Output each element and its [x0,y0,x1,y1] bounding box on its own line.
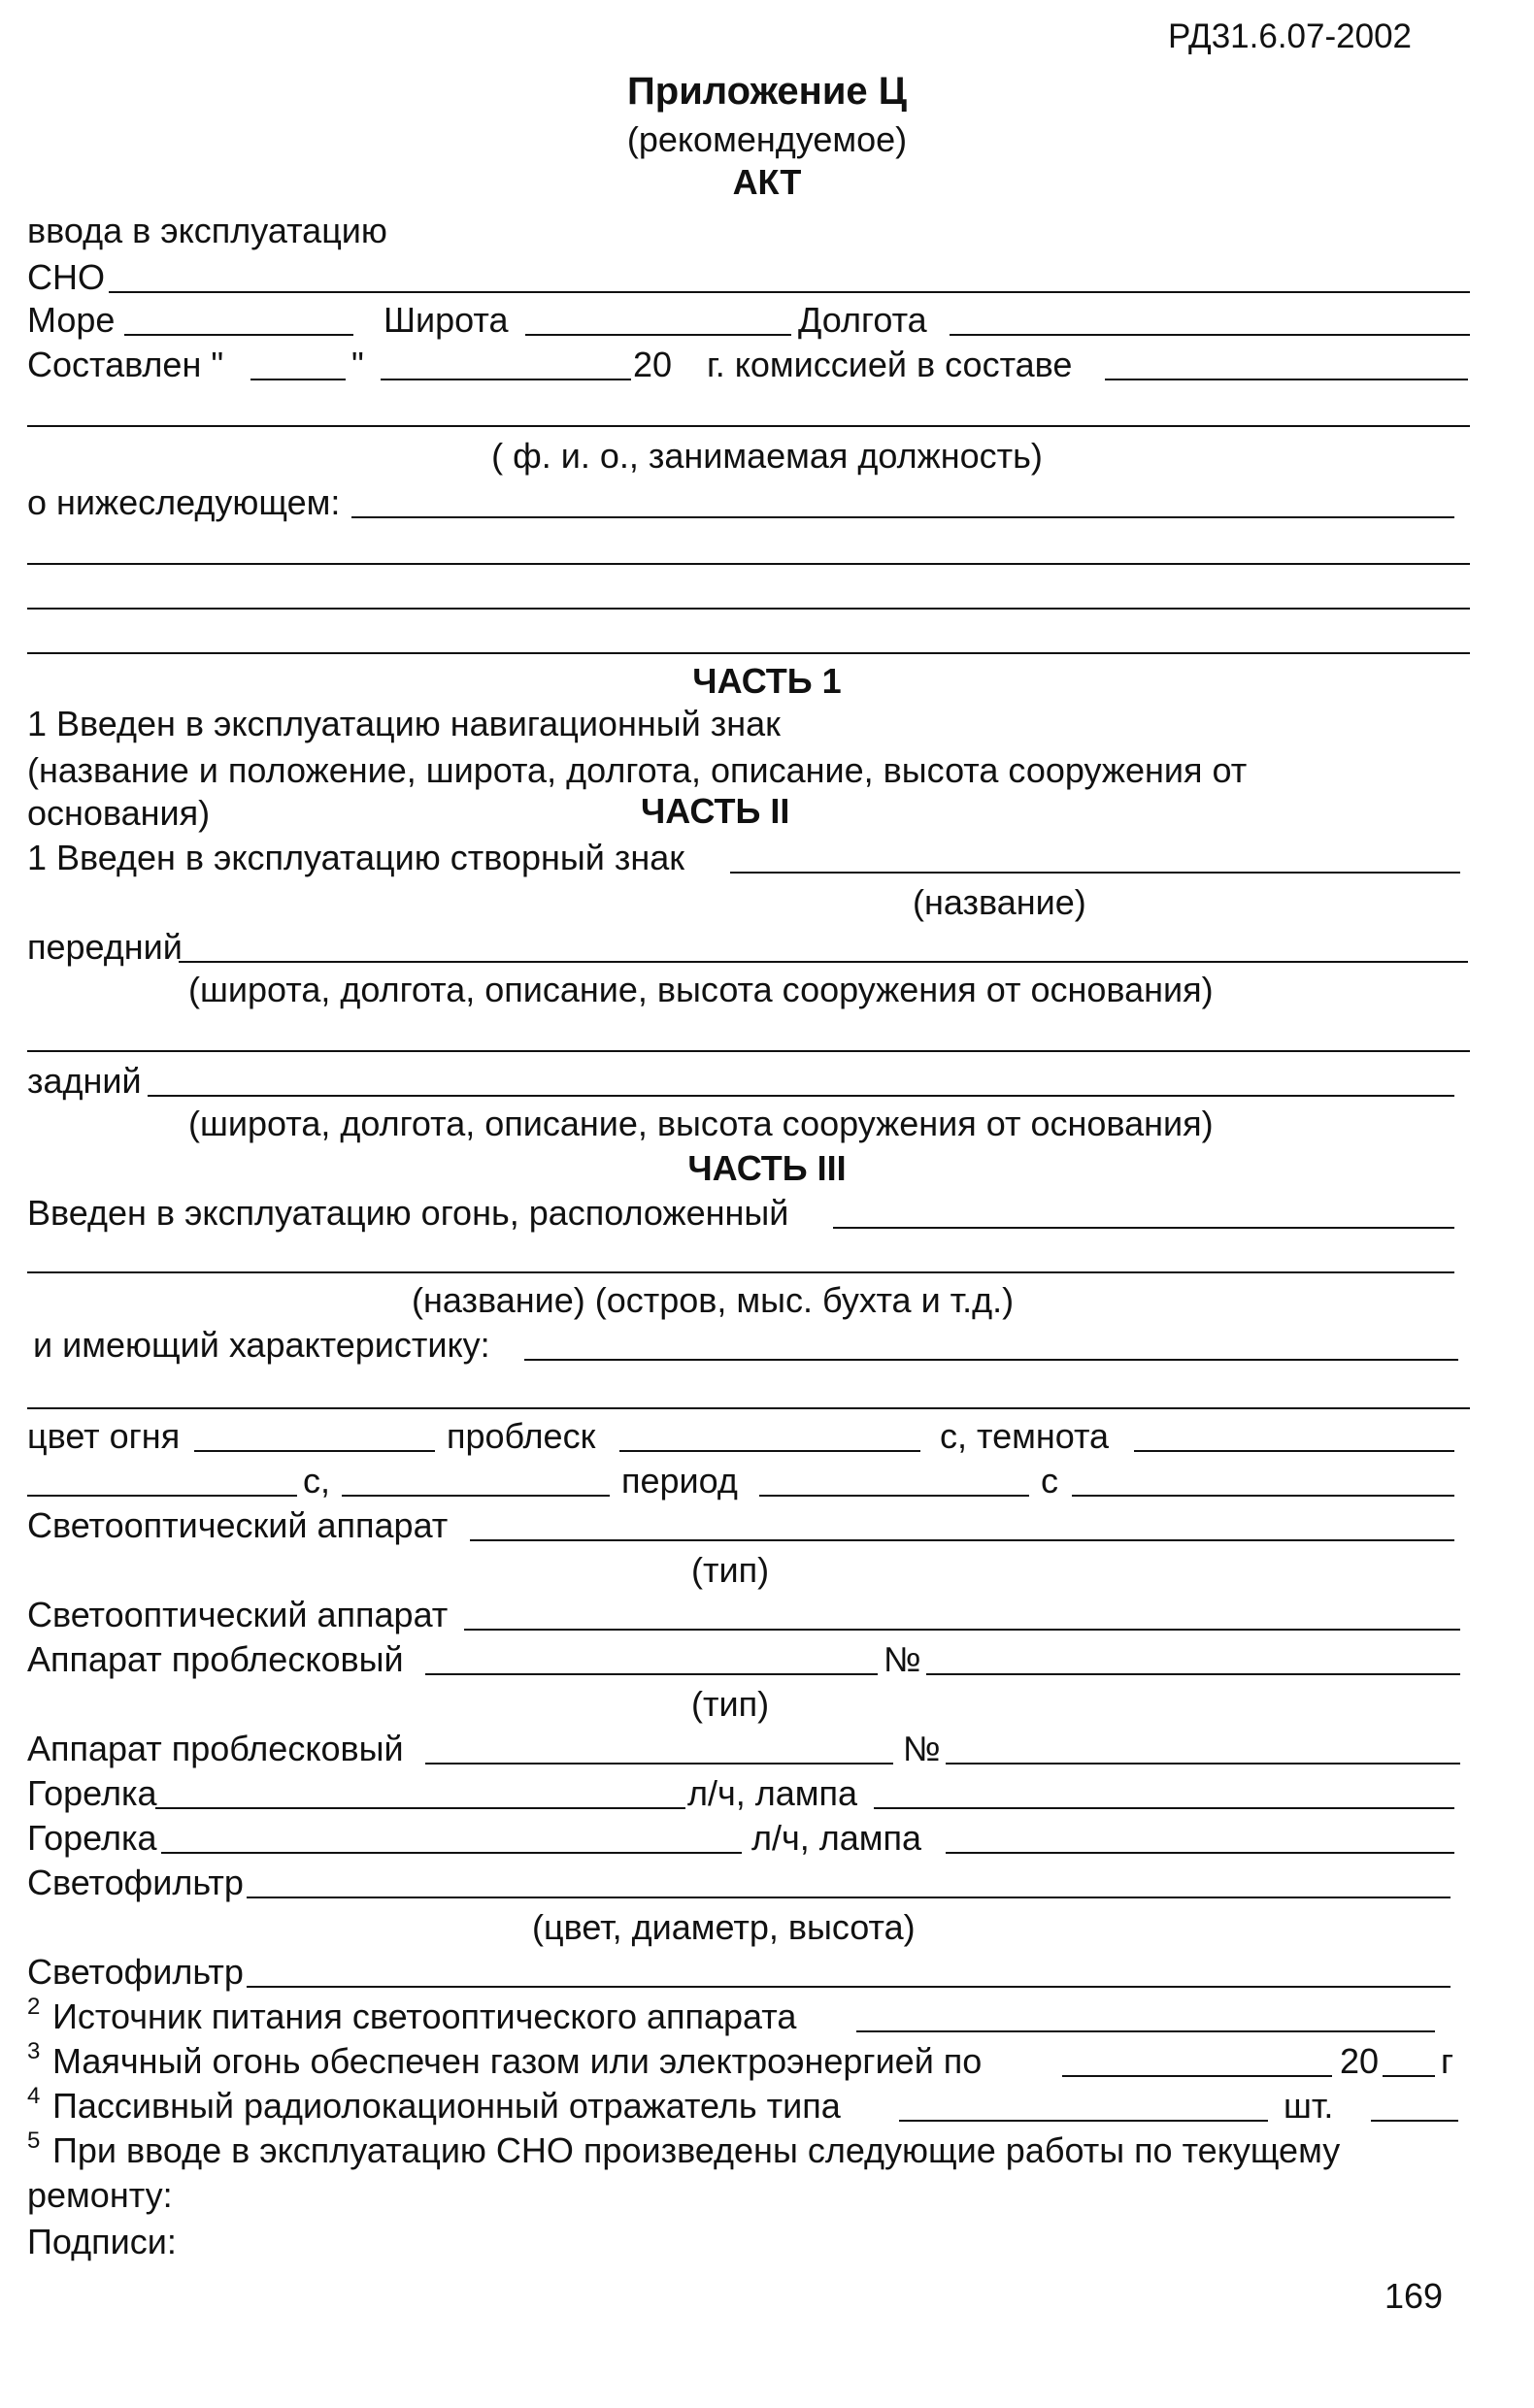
light-location-caption: (название) (остров, мыс. бухта и т.д.) [412,1280,1015,1320]
following-line-3 [27,608,1470,610]
characteristic-field-line [524,1359,1458,1361]
optic-apparatus-field-line-1 [470,1539,1454,1541]
flasher-number-field-line-1 [926,1673,1460,1675]
rear-sign-caption: (широта, долгота, описание, высота сооружения от основания) [188,1104,1214,1143]
flash-field-line [619,1450,920,1452]
light-filter-field-line-1 [247,1897,1451,1898]
period-seconds-label: с [1041,1461,1058,1501]
gas-power-year-field-line [1383,2075,1435,2077]
composed-year: 20 [633,345,673,384]
light-filter-label-2: Светофильтр [27,1952,244,1992]
power-source-label: Источник питания светооптического аппарата [52,1996,797,2036]
flasher-label-2: Аппарат проблесковый [27,1729,404,1768]
light-location-line-2 [27,1271,1454,1273]
flasher-number-label-2: № [903,1729,941,1768]
optic-apparatus-label-2: Светооптический аппарат [27,1595,449,1634]
flasher-field-line-2 [425,1763,893,1765]
flasher-number-label-1: № [884,1639,921,1679]
day-field-line [250,379,346,380]
reflector-pcs-label: шт. [1284,2086,1334,2126]
dark-field-line [1134,1450,1454,1452]
period-label: период [621,1461,738,1501]
commission-label: г. комиссией в составе [707,345,1073,384]
light-color-field-line [194,1450,435,1452]
repair-line-2: ремонту: [27,2175,173,2215]
item-3-number: 3 [27,2038,41,2064]
rear-sign-label: задний [27,1061,142,1101]
sno-field-line [109,291,1470,293]
light-color-label: цвет огня [27,1416,181,1456]
second-dark-field-line [342,1495,610,1497]
latitude-label: Широта [384,300,509,340]
lamp-field-line-1 [874,1807,1454,1809]
range-sign-field-line [730,872,1460,874]
month-field-line [381,379,631,380]
optic-apparatus-label-1: Светооптический аппарат [27,1505,449,1545]
sea-field-line [124,334,353,336]
repair-line-1: При вводе в эксплуатацию СНО произведены следующие работы по текущему [52,2130,1341,2170]
following-label: о нижеследующем: [27,482,341,522]
flasher-label-1: Аппарат проблесковый [27,1639,404,1679]
power-source-field-line [856,2030,1435,2032]
flasher-number-field-line-2 [946,1763,1460,1765]
rear-sign-field-line [148,1095,1454,1097]
light-location-field-line [833,1227,1454,1229]
optic-apparatus-field-line-2 [464,1629,1460,1631]
signatures-label: Подписи: [27,2222,177,2261]
dark-label: с, темнота [940,1416,1110,1456]
light-filter-field-line-2 [247,1986,1451,1988]
light-filter-label-1: Светофильтр [27,1863,244,1902]
part-2-item-1: 1 Введен в эксплуатацию створный знак [27,838,684,877]
gas-power-date-field-line [1062,2075,1332,2077]
front-sign-caption: (широта, долгота, описание, высота сооружения от основания) [188,970,1214,1009]
lph-lamp-label-1: л/ч, лампа [687,1773,858,1813]
latitude-field-line [525,334,791,336]
gas-power-year-suffix: г [1441,2041,1454,2081]
seconds-comma-label: с, [303,1461,331,1501]
item-4-number: 4 [27,2083,41,2109]
characteristic-label: и имеющий характеристику: [33,1325,490,1365]
act-title: АКТ [732,162,802,202]
burner-label-1: Горелка [27,1773,157,1813]
characteristic-line-2 [27,1407,1470,1409]
part-1-item-1: 1 Введен в эксплуатацию навигационный знак [27,704,781,743]
front-sign-label: передний [27,927,183,967]
gas-power-label: Маячный огонь обеспечен газом или электроэнергией по [52,2041,983,2081]
part-1-title: ЧАСТЬ 1 [692,661,842,701]
fio-caption: ( ф. и. о., занимаемая должность) [491,436,1043,476]
burner-label-2: Горелка [27,1818,157,1858]
period-field-line [759,1495,1029,1497]
period-extra-field-line [1072,1495,1454,1497]
reflector-type-field-line [899,2120,1268,2122]
part-2-title: ЧАСТЬ II [641,791,790,831]
reflector-count-field-line [1371,2120,1458,2122]
composed-quote: " [351,345,364,384]
dark-value-field-line [27,1495,297,1497]
sno-label: СНО [27,257,105,297]
item-5-number: 5 [27,2128,41,2154]
burner-field-line-1 [155,1807,685,1809]
appendix-title: Приложение Ц [627,70,907,113]
gas-power-year: 20 [1340,2041,1380,2081]
flash-label: проблеск [447,1416,596,1456]
following-field-line [351,516,1454,518]
reflector-label: Пассивный радиолокационный отражатель типа [52,2086,841,2126]
lph-lamp-label-2: л/ч, лампа [751,1818,922,1858]
front-sign-line-2 [27,1050,1470,1052]
flasher-field-line-1 [425,1673,878,1675]
page-number: 169 [1384,2276,1444,2316]
part-1-caption-line-1: (название и положение, широта, долгота, описание, высота сооружения от [27,750,1248,790]
light-located-label: Введен в эксплуатацию огонь, расположенный [27,1193,789,1233]
following-line-2 [27,563,1470,565]
following-line-4 [27,652,1470,654]
sea-label: Море [27,300,116,340]
part-1-caption-line-2: основания) [27,793,211,833]
act-subject: ввода в эксплуатацию [27,211,387,250]
part-3-title: ЧАСТЬ III [687,1148,847,1188]
range-sign-name-caption: (название) [913,882,1086,922]
longitude-label: Долгота [798,300,927,340]
item-2-number: 2 [27,1994,41,2020]
longitude-field-line [950,334,1470,336]
lamp-field-line-2 [946,1852,1454,1854]
commission-members-line [27,425,1470,427]
light-filter-caption: (цвет, диаметр, высота) [532,1907,916,1947]
commission-field-line [1105,379,1468,380]
appendix-note: (рекомендуемое) [626,119,908,159]
composed-label: Составлен " [27,345,224,384]
front-sign-field-line [179,961,1468,963]
document-code: РД31.6.07-2002 [1168,17,1412,55]
flasher-type-caption: (тип) [691,1684,770,1724]
burner-field-line-2 [161,1852,742,1854]
optic-type-caption: (тип) [691,1550,770,1590]
